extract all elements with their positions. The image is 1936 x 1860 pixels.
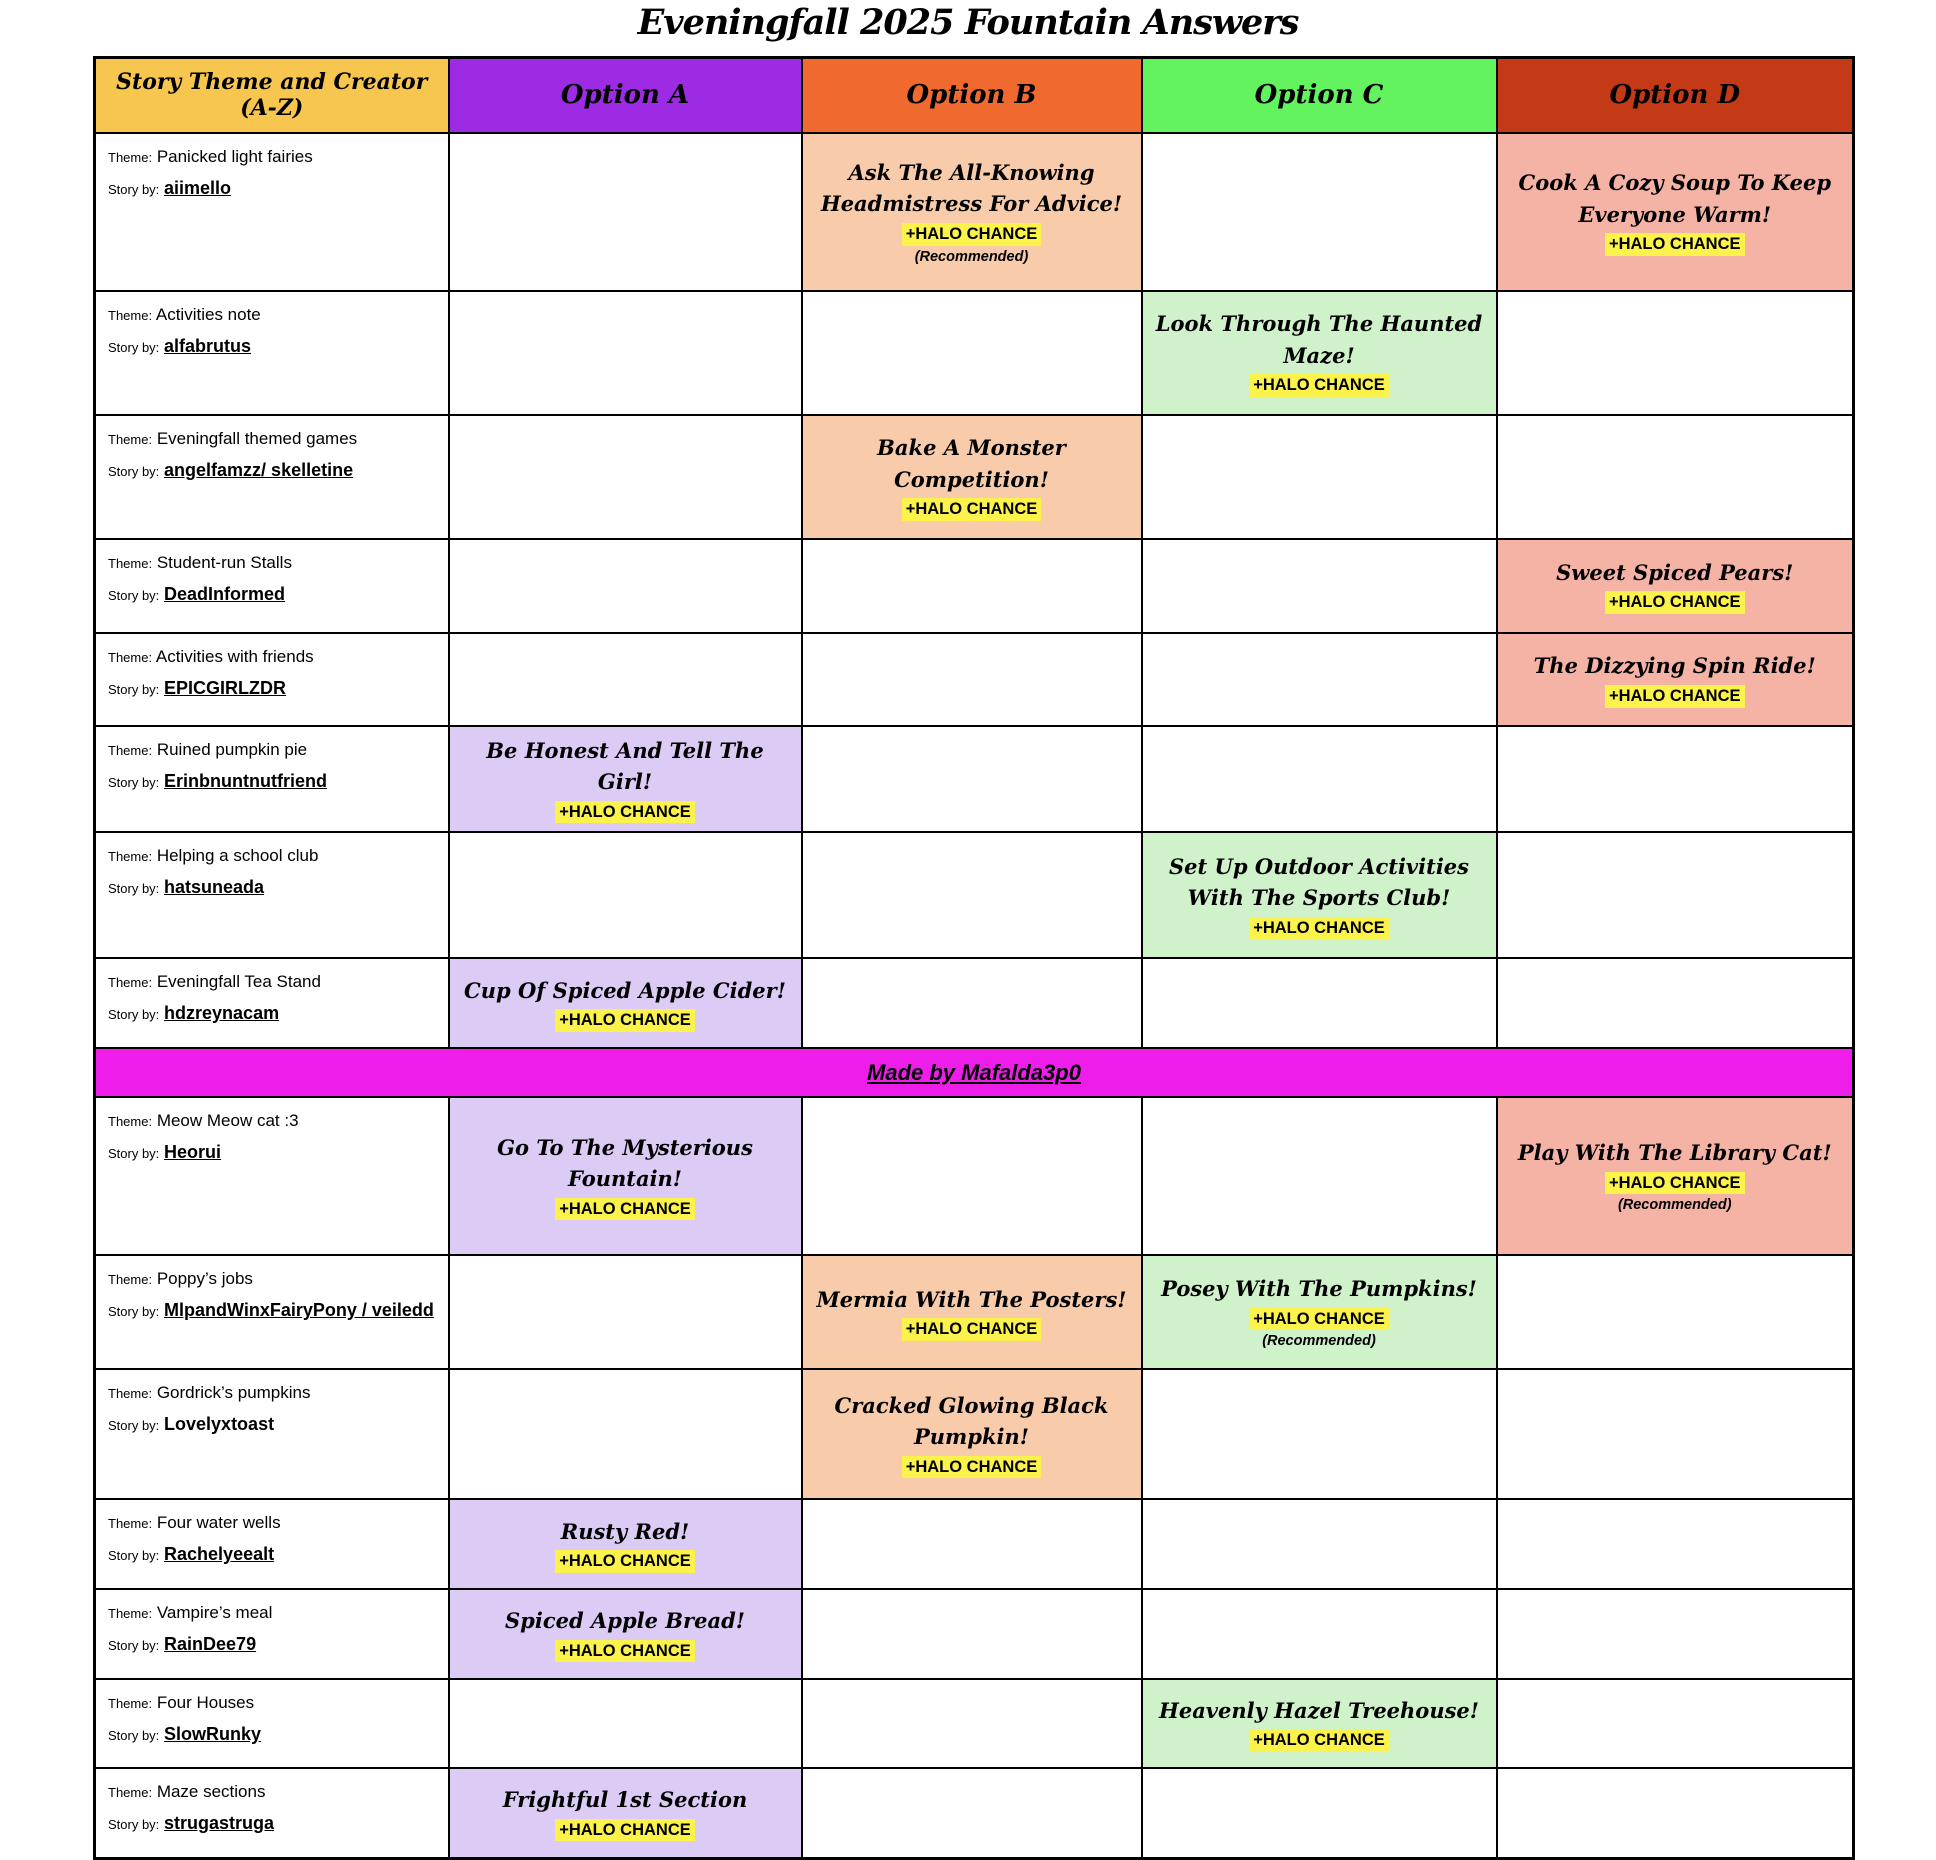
- table-row: [95, 1679, 1854, 1768]
- halo-chance-line: [1155, 1726, 1484, 1752]
- creator-link[interactable]: MlpandWinxFairyPony / veiledd: [164, 1300, 434, 1321]
- creator-link[interactable]: SlowRunky: [164, 1723, 262, 1744]
- halo-chance-badge: +HALO CHANCE: [1605, 1172, 1745, 1195]
- halo-chance-line: [462, 1816, 789, 1842]
- empty-cell-option-c: [1142, 726, 1497, 833]
- story-by-line: [108, 677, 436, 700]
- halo-chance-badge: +HALO CHANCE: [1605, 233, 1745, 256]
- theme-line: [108, 552, 436, 574]
- empty-cell-option-c: [1142, 1589, 1497, 1678]
- halo-chance-line: [1510, 1169, 1841, 1195]
- page-title: Eveningfall 2025 Fountain Answers: [637, 2, 1299, 43]
- theme-line: [108, 1512, 436, 1534]
- empty-cell-option-c: [1142, 1369, 1497, 1499]
- empty-cell-option-a: [449, 291, 802, 415]
- empty-cell-option-b: [802, 291, 1142, 415]
- answer-text: Posey With The Pumpkins!: [1161, 1276, 1477, 1302]
- empty-cell-option-d: [1497, 1255, 1854, 1369]
- theme-cell: [95, 958, 449, 1048]
- theme-value: Maze sections: [156, 1782, 266, 1802]
- story-by-label: Story by:: [108, 881, 160, 897]
- theme-prefix-label: Theme:: [108, 1516, 153, 1532]
- answer-text: The Dizzying Spin Ride!: [1533, 653, 1816, 679]
- story-by-line: [108, 1812, 436, 1835]
- answer-text: Be Honest And Tell The Girl!: [486, 737, 764, 794]
- theme-prefix-label: Theme:: [108, 975, 153, 991]
- creator-link[interactable]: Heorui: [164, 1142, 222, 1163]
- theme-line: [108, 1110, 436, 1132]
- halo-chance-line: [815, 220, 1129, 246]
- halo-chance-badge: +HALO CHANCE: [555, 1009, 695, 1032]
- empty-cell-option-b: [802, 1097, 1142, 1255]
- table-row: [95, 1255, 1854, 1369]
- empty-cell-option-a: [449, 1369, 802, 1499]
- empty-cell-option-c: [1142, 958, 1497, 1048]
- story-by-line: [108, 1633, 436, 1656]
- theme-value: Activities with friends: [155, 646, 314, 666]
- theme-cell: [95, 1589, 449, 1678]
- answer-cell-option-c: [1142, 1679, 1497, 1768]
- empty-cell-option-c: [1142, 133, 1497, 291]
- theme-line: [108, 1382, 436, 1404]
- theme-prefix-label: Theme:: [108, 149, 153, 165]
- empty-cell-option-c: [1142, 633, 1497, 726]
- answer-text: Spiced Apple Bread!: [505, 1608, 745, 1634]
- theme-cell: [95, 1768, 449, 1858]
- halo-chance-badge: +HALO CHANCE: [555, 1198, 695, 1221]
- theme-line: [108, 146, 436, 168]
- halo-chance-line: [1510, 588, 1841, 614]
- halo-chance-badge: +HALO CHANCE: [1605, 591, 1745, 614]
- empty-cell-option-a: [449, 133, 802, 291]
- creator-link[interactable]: strugastruga: [164, 1813, 275, 1834]
- empty-cell-option-d: [1497, 958, 1854, 1048]
- story-by-label: Story by:: [108, 339, 160, 355]
- answer-text: Heavenly Hazel Treehouse!: [1159, 1697, 1479, 1723]
- halo-chance-badge: +HALO CHANCE: [555, 801, 695, 824]
- header-option-d: Option D: [1497, 58, 1854, 133]
- answer-cell-option-a: [449, 1589, 802, 1678]
- theme-line: [108, 1268, 436, 1290]
- story-by-line: [108, 1413, 436, 1436]
- theme-cell: [95, 291, 449, 415]
- story-by-label: Story by:: [108, 1817, 160, 1833]
- creator-link[interactable]: alfabrutus: [164, 335, 252, 356]
- answer-text: Set Up Outdoor Activities With The Sports Club!: [1169, 853, 1469, 911]
- theme-line: [108, 971, 436, 993]
- creator-link[interactable]: hatsuneada: [164, 877, 265, 898]
- answer-text: Bake A Monster Competition!: [877, 435, 1066, 492]
- halo-chance-line: [462, 798, 789, 824]
- story-by-line: [108, 335, 436, 358]
- theme-cell: [95, 1679, 449, 1768]
- answer-text: Rusty Red!: [560, 1518, 690, 1544]
- answers-table: [93, 56, 1855, 1860]
- story-by-line: [108, 876, 436, 899]
- story-by-line: [108, 583, 436, 606]
- recommended-note: (Recommended): [1617, 1197, 1732, 1214]
- table-row: [95, 1499, 1854, 1589]
- creator-link[interactable]: DeadInformed: [164, 583, 286, 604]
- empty-cell-option-b: [802, 1589, 1142, 1678]
- empty-cell-option-d: [1497, 1679, 1854, 1768]
- empty-cell-option-d: [1497, 415, 1854, 539]
- empty-cell-option-a: [449, 539, 802, 633]
- answer-text: Mermia With The Posters!: [816, 1286, 1127, 1312]
- header-option-c: Option C: [1142, 58, 1497, 133]
- empty-cell-option-a: [449, 1255, 802, 1369]
- theme-prefix-label: Theme:: [108, 431, 153, 447]
- halo-chance-badge: +HALO CHANCE: [902, 1318, 1042, 1341]
- theme-value: Vampire’s meal: [156, 1603, 273, 1623]
- story-by-label: Story by:: [108, 1727, 160, 1743]
- halo-chance-badge: +HALO CHANCE: [1249, 374, 1389, 397]
- theme-cell: [95, 1369, 449, 1499]
- credit-separator-row: [95, 1048, 1854, 1097]
- creator-link[interactable]: Rachelyeealt: [164, 1544, 275, 1565]
- theme-value: Panicked light fairies: [156, 146, 313, 166]
- answer-cell-option-a: [449, 726, 802, 833]
- halo-chance-badge: +HALO CHANCE: [1249, 917, 1389, 940]
- table-row: [95, 539, 1854, 633]
- answer-cell-option-c: [1142, 291, 1497, 415]
- creator-link[interactable]: EPICGIRLZDR: [164, 677, 287, 698]
- theme-cell: [95, 415, 449, 539]
- theme-cell: [95, 539, 449, 633]
- empty-cell-option-b: [802, 832, 1142, 958]
- answer-cell-option-d: [1497, 539, 1854, 633]
- theme-value: Activities note: [155, 304, 261, 324]
- empty-cell-option-a: [449, 832, 802, 958]
- halo-chance-line: [462, 1637, 789, 1663]
- halo-chance-badge: +HALO CHANCE: [1249, 1729, 1389, 1752]
- empty-cell-option-b: [802, 1679, 1142, 1768]
- answer-cell-option-b: [802, 133, 1142, 291]
- theme-line: [108, 304, 436, 326]
- story-by-label: Story by:: [108, 1548, 160, 1564]
- table-row: [95, 1768, 1854, 1858]
- theme-prefix-label: Theme:: [108, 1114, 153, 1130]
- header-option-a: Option A: [449, 58, 802, 133]
- theme-prefix-label: Theme:: [108, 307, 153, 323]
- empty-cell-option-b: [802, 539, 1142, 633]
- answer-cell-option-b: [802, 1255, 1142, 1369]
- empty-cell-option-d: [1497, 832, 1854, 958]
- halo-chance-line: [815, 1315, 1129, 1341]
- table-header-row: [95, 58, 1854, 133]
- table-row: [95, 1589, 1854, 1678]
- theme-line: [108, 1602, 436, 1624]
- theme-line: [108, 1692, 436, 1714]
- empty-cell-option-a: [449, 633, 802, 726]
- halo-chance-line: [462, 1547, 789, 1573]
- empty-cell-option-d: [1497, 1499, 1854, 1589]
- empty-cell-option-b: [802, 633, 1142, 726]
- halo-chance-line: [815, 495, 1129, 521]
- answer-text: Play With The Library Cat!: [1517, 1140, 1832, 1166]
- table-row: [95, 1369, 1854, 1499]
- story-by-label: Story by:: [108, 1418, 160, 1434]
- answer-text: Frightful 1st Section: [502, 1787, 748, 1813]
- answer-text: Cook A Cozy Soup To Keep Everyone Warm!: [1518, 170, 1832, 227]
- empty-cell-option-b: [802, 1499, 1142, 1589]
- table-row: [95, 726, 1854, 833]
- table-row: [95, 291, 1854, 415]
- empty-cell-option-c: [1142, 1097, 1497, 1255]
- halo-chance-line: [815, 1453, 1129, 1479]
- theme-cell: [95, 1255, 449, 1369]
- theme-cell: [95, 726, 449, 833]
- table-row: [95, 958, 1854, 1048]
- theme-value: Gordrick’s pumpkins: [156, 1383, 311, 1403]
- creator-link[interactable]: aiimello: [164, 177, 232, 198]
- theme-value: Four Houses: [156, 1692, 255, 1712]
- story-by-label: Story by:: [108, 587, 160, 603]
- answer-cell-option-a: [449, 958, 802, 1048]
- halo-chance-badge: +HALO CHANCE: [555, 1550, 695, 1573]
- credit-link[interactable]: Made by Mafalda3p0: [867, 1059, 1081, 1085]
- story-by-label: Story by:: [108, 1304, 160, 1320]
- theme-prefix-label: Theme:: [108, 1386, 153, 1402]
- theme-line: [108, 739, 436, 761]
- answer-cell-option-b: [802, 415, 1142, 539]
- answer-cell-option-d: [1497, 633, 1854, 726]
- creator-link[interactable]: Erinbnuntnutfriend: [164, 770, 327, 791]
- header-theme-column: Story Theme and Creator (A-Z): [95, 58, 449, 133]
- credit-separator-cell: [95, 1048, 1854, 1097]
- theme-prefix-label: Theme:: [108, 1695, 153, 1711]
- theme-prefix-label: Theme:: [108, 849, 153, 865]
- story-by-label: Story by:: [108, 1638, 160, 1654]
- empty-cell-option-a: [449, 415, 802, 539]
- empty-cell-option-d: [1497, 1369, 1854, 1499]
- theme-value: Four water wells: [156, 1513, 281, 1533]
- recommended-note: (Recommended): [914, 248, 1029, 265]
- halo-chance-badge: +HALO CHANCE: [902, 223, 1042, 246]
- answer-cell-option-a: [449, 1768, 802, 1858]
- story-by-label: Story by:: [108, 681, 160, 697]
- story-by-line: [108, 1723, 436, 1746]
- theme-value: Poppy’s jobs: [156, 1269, 253, 1289]
- table-row: [95, 133, 1854, 291]
- theme-cell: [95, 133, 449, 291]
- answer-cell-option-a: [449, 1097, 802, 1255]
- halo-chance-badge: +HALO CHANCE: [555, 1819, 695, 1842]
- empty-cell-option-b: [802, 1768, 1142, 1858]
- empty-cell-option-d: [1497, 1589, 1854, 1678]
- halo-chance-line: [1155, 371, 1484, 397]
- theme-value: Meow Meow cat :3: [156, 1111, 299, 1131]
- theme-line: [108, 845, 436, 867]
- story-by-label: Story by:: [108, 1146, 160, 1162]
- theme-value: Ruined pumpkin pie: [156, 739, 308, 759]
- answer-text: Sweet Spiced Pears!: [1556, 559, 1794, 585]
- answer-cell-option-c: [1142, 1255, 1497, 1369]
- creator-link[interactable]: hdzreynacam: [164, 1003, 280, 1024]
- story-by-line: [108, 1002, 436, 1025]
- story-by-label: Story by:: [108, 774, 160, 790]
- theme-value: Helping a school club: [156, 846, 319, 866]
- theme-prefix-label: Theme:: [108, 1606, 153, 1622]
- theme-line: [108, 428, 436, 450]
- halo-chance-line: [1155, 1305, 1484, 1331]
- halo-chance-badge: +HALO CHANCE: [555, 1640, 695, 1663]
- empty-cell-option-b: [802, 726, 1142, 833]
- creator-link[interactable]: angelfamzz/ skelletine: [164, 459, 354, 480]
- answer-text: Look Through The Haunted Maze!: [1155, 311, 1483, 368]
- creator-link[interactable]: Lovelyxtoast: [164, 1414, 275, 1435]
- answers-table-body: [95, 133, 1854, 1859]
- theme-prefix-label: Theme:: [108, 1272, 153, 1288]
- halo-chance-badge: +HALO CHANCE: [1249, 1308, 1389, 1331]
- creator-link[interactable]: RainDee79: [164, 1634, 257, 1655]
- story-by-line: [108, 1543, 436, 1566]
- answer-text: Go To The Mysterious Fountain!: [497, 1134, 753, 1192]
- answer-cell-option-b: [802, 1369, 1142, 1499]
- story-by-line: [108, 177, 436, 200]
- halo-chance-line: [1510, 682, 1841, 708]
- empty-cell-option-b: [802, 958, 1142, 1048]
- theme-value: Eveningfall themed games: [156, 428, 358, 448]
- story-by-line: [108, 1299, 436, 1322]
- story-by-line: [108, 459, 436, 482]
- theme-cell: [95, 832, 449, 958]
- table-row: [95, 633, 1854, 726]
- theme-cell: [95, 1097, 449, 1255]
- story-by-line: [108, 770, 436, 793]
- halo-chance-line: [462, 1195, 789, 1221]
- theme-value: Eveningfall Tea Stand: [156, 972, 321, 992]
- answer-cell-option-a: [449, 1499, 802, 1589]
- table-row: [95, 832, 1854, 958]
- recommended-note: (Recommended): [1262, 1333, 1376, 1350]
- story-by-label: Story by:: [108, 1007, 160, 1023]
- empty-cell-option-c: [1142, 539, 1497, 633]
- empty-cell-option-d: [1497, 1768, 1854, 1858]
- story-by-line: [108, 1141, 436, 1164]
- story-by-label: Story by:: [108, 181, 160, 197]
- theme-prefix-label: Theme:: [108, 555, 153, 571]
- empty-cell-option-d: [1497, 291, 1854, 415]
- theme-cell: [95, 633, 449, 726]
- answer-cell-option-d: [1497, 1097, 1854, 1255]
- halo-chance-badge: +HALO CHANCE: [1605, 685, 1745, 708]
- table-row: [95, 1097, 1854, 1255]
- header-option-b: Option B: [802, 58, 1142, 133]
- answer-text: Ask The All-Knowing Headmistress For Advice!: [820, 159, 1123, 217]
- theme-prefix-label: Theme:: [108, 1785, 153, 1801]
- theme-prefix-label: Theme:: [108, 742, 153, 758]
- answer-text: Cup Of Spiced Apple Cider!: [464, 977, 786, 1003]
- table-row: [95, 415, 1854, 539]
- answer-text: Cracked Glowing Black Pumpkin!: [834, 1392, 1109, 1450]
- theme-line: [108, 646, 436, 668]
- empty-cell-option-c: [1142, 415, 1497, 539]
- theme-prefix-label: Theme:: [108, 649, 153, 665]
- empty-cell-option-d: [1497, 726, 1854, 833]
- halo-chance-line: [462, 1006, 789, 1032]
- answer-cell-option-c: [1142, 832, 1497, 958]
- empty-cell-option-c: [1142, 1499, 1497, 1589]
- halo-chance-badge: +HALO CHANCE: [902, 498, 1042, 521]
- halo-chance-line: [1510, 230, 1841, 256]
- answer-cell-option-d: [1497, 133, 1854, 291]
- empty-cell-option-c: [1142, 1768, 1497, 1858]
- empty-cell-option-a: [449, 1679, 802, 1768]
- halo-chance-line: [1155, 914, 1484, 940]
- halo-chance-badge: +HALO CHANCE: [902, 1456, 1042, 1479]
- theme-value: Student-run Stalls: [156, 552, 292, 572]
- theme-line: [108, 1781, 436, 1803]
- theme-cell: [95, 1499, 449, 1589]
- story-by-label: Story by:: [108, 463, 160, 479]
